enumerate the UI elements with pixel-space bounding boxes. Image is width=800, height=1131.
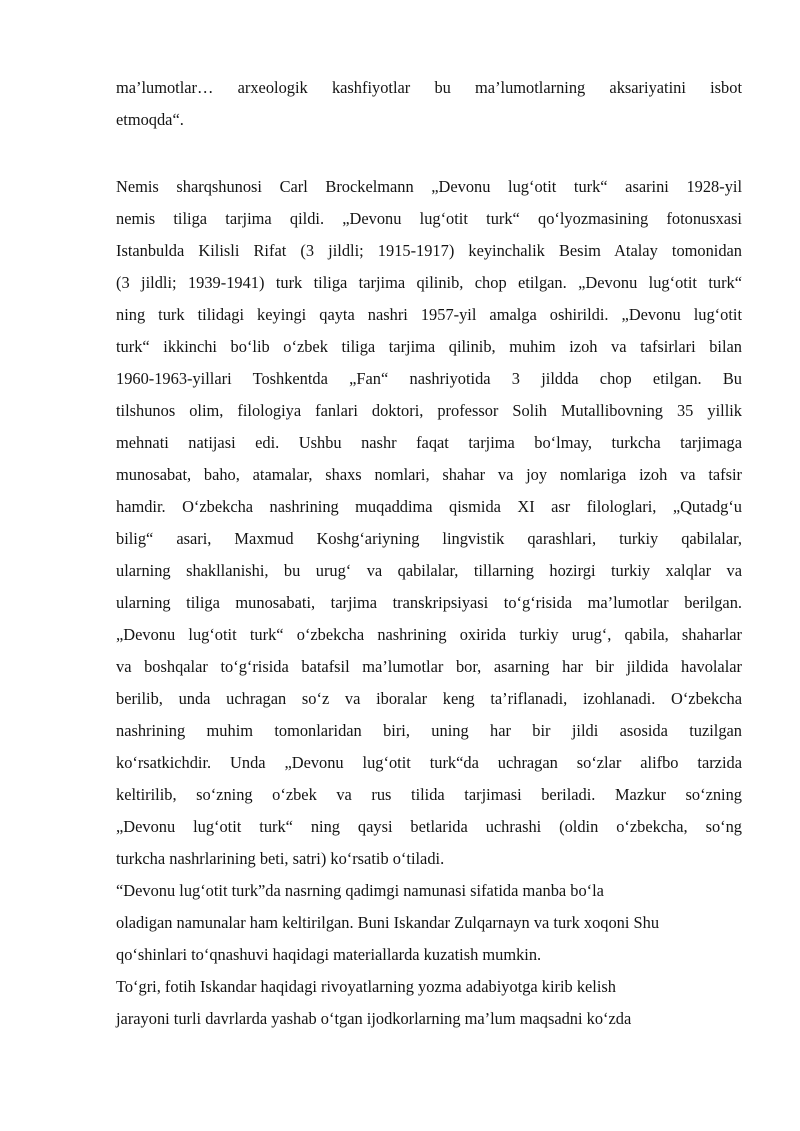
- text-line: „Devonu lug‘otit turk“ ning qaysi betlarida uchrashi (oldin o‘zbekcha, so‘ng: [116, 817, 742, 836]
- text-line: To‘gri, fotih Iskandar haqidagi rivoyatlarning yozma adabiyotga kirib kelish: [116, 977, 616, 996]
- text-line: keltirilib, so‘zning o‘zbek va rus tilida tarjimasi beriladi. Mazkur so‘zning: [116, 785, 742, 804]
- text-line: ning turk tilidagi keyingi qayta nashri 1957-yil amalga oshirildi. „Devonu lug‘otit: [116, 305, 742, 324]
- text-line: hamdir. O‘zbekcha nashrining muqaddima qismida XI asr filologlari, „Qutadg‘u: [116, 497, 742, 516]
- text-line: ularning shakllanishi, bu urug‘ va qabilalar, tillarning hozirgi turkiy xalqlar va: [116, 561, 742, 580]
- text-line: Istanbulda Kilisli Rifat (3 jildli; 1915-1917) keyinchalik Besim Atalay tomonidan: [116, 241, 742, 260]
- text-line: jarayoni turli davrlarda yashab o‘tgan ijodkorlarning ma’lum maqsadni ko‘zda: [116, 1009, 632, 1028]
- text-line: nemis tiliga tarjima qildi. „Devonu lug‘otit turk“ qo‘lyozmasining fotonusxasi: [116, 209, 742, 228]
- text-line: oladigan namunalar ham keltirilgan. Buni Iskandar Zulqarnayn va turk xoqoni Shu: [116, 913, 660, 932]
- text-line: 1960-1963-yillari Toshkentda „Fan“ nashriyotida 3 jildda chop etilgan. Bu: [116, 369, 742, 388]
- text-line: etmoqda“.: [116, 110, 184, 129]
- text-line: tilshunos olim, filologiya fanlari doktori, professor Solih Mutallibovning 35 yillik: [116, 401, 742, 420]
- text-line: “Devonu lug‘otit turk”da nasrning qadimgi namunasi sifatida manba bo‘la: [116, 881, 604, 900]
- text-line: turkcha nashrlarining beti, satri) ko‘rsatib o‘tiladi.: [116, 849, 445, 868]
- text-line: nashrining muhim tomonlaridan biri, uning har bir jildi asosida tuzilgan: [116, 721, 742, 740]
- text-line: munosabat, baho, atamalar, shaxs nomlari, shahar va joy nomlariga izoh va tafsir: [116, 465, 742, 484]
- text-line: qo‘shinlari to‘qnashuvi haqidagi materiallarda kuzatish mumkin.: [116, 945, 542, 964]
- text-line: ko‘rsatkichdir. Unda „Devonu lug‘otit turk“da uchragan so‘zlar alifbo tarzida: [116, 753, 742, 772]
- text-line: bilig“ asari, Maxmud Koshg‘ariyning lingvistik qarashlari, turkiy qabilalar,: [116, 529, 742, 548]
- text-line: va boshqalar to‘g‘risida batafsil ma’lumotlar bor, asarning har bir jildida havolalar: [116, 657, 742, 676]
- text-line: Nemis sharqshunosi Carl Brockelmann „Devonu lug‘otit turk“ asarini 1928-yil: [116, 177, 742, 196]
- text-line: (3 jildli; 1939-1941) turk tiliga tarjima qilinib, chop etilgan. „Devonu lug‘otit turk“: [116, 273, 742, 292]
- text-line: berilib, unda uchragan so‘z va iboralar keng ta’riflanadi, izohlanadi. O‘zbekcha: [116, 689, 742, 708]
- text-line: ularning tiliga munosabati, tarjima transkripsiyasi to‘g‘risida ma’lumotlar berilgan.: [116, 593, 742, 612]
- text-line: „Devonu lug‘otit turk“ o‘zbekcha nashrining oxirida turkiy urug‘, qabila, shaharlar: [116, 625, 742, 644]
- text-line: mehnati natijasi edi. Ushbu nashr faqat tarjima bo‘lmay, turkcha tarjimaga: [116, 433, 742, 452]
- text-line: ma’lumotlar… arxeologik kashfiyotlar bu ma’lumotlarning aksariyatini isbot: [116, 78, 742, 97]
- text-line: turk“ ikkinchi bo‘lib o‘zbek tiliga tarjima qilinib, muhim izoh va tafsirlari bilan: [116, 337, 742, 356]
